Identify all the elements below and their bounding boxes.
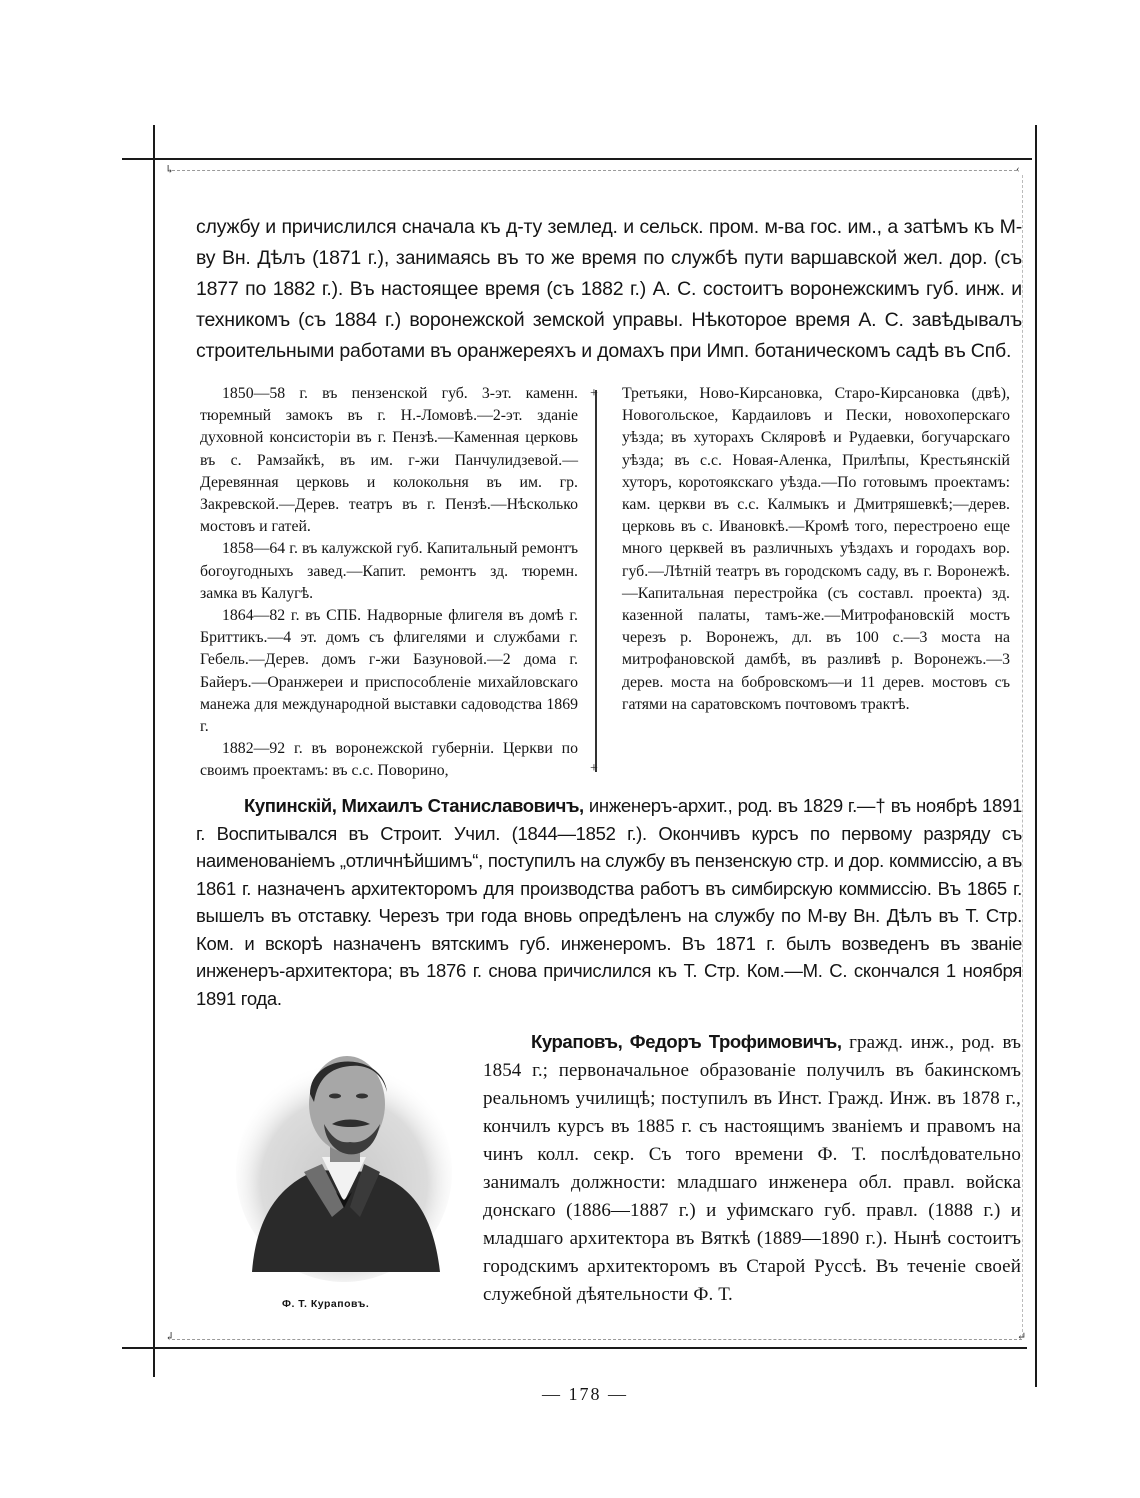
inner-bottom-border bbox=[172, 1339, 1022, 1340]
entry-text: инженеръ-архит., род. въ 1829 г.—† въ ноябрѣ 1891 г. Воспитывался въ Строит. Учил. (1844—1852 г.). Окончивъ курсъ по первому разряду съ наименованіемъ „отличнѣйшимъ“, поступилъ на службу въ пензенскую стр. и дор. коммиссію, а въ 1861 г. назначенъ архитекторомъ для производства работъ въ симбирскую коммиссію. Въ 1865 г. вышелъ въ отставку. Черезъ три года вновь опредѣленъ на службу по М-ву Вн. Дѣлъ въ Т. Стр. Ком. и вскорѣ назначенъ вятскимъ губ. инженеромъ. Въ 1871 г. былъ возведенъ въ званіе инженеръ-архитектора; въ 1876 г. снова причислился къ Т. Стр. Ком.—М. С. скончался 1 ноября 1891 года. bbox=[196, 795, 1022, 1009]
page-number: — 178 — bbox=[542, 1384, 628, 1404]
works-list-item: 1864—82 г. въ СПБ. Надворные флигеля въ домѣ г. Бриттикъ.—4 эт. домъ съ флигелями и службами г. Гебель.—Дерев. домъ г-жи Базуновой.—2 дома г. Байеръ.—Оранжереи и приспособленіе михайловскаго манежа для международной выставки садоводства 1869 г. bbox=[200, 607, 578, 736]
works-list-item: Третьяки, Ново-Кирсановка, Старо-Кирсановка (двѣ), Новогольское, Кардаиловъ и Пески, новохоперскаго уѣзда; въ хуторахъ Скляровѣ и Рудаевки, богучарскаго уѣзда; въ с.с. Новая-Аленка, Прилѣпы, Крестьянскій хуторъ, коротоякскаго уѣзда.—По готовымъ проектамъ: кам. церкви въ с.с. Калмыкъ и Дмитряшевкѣ;—дерев. церковь въ с. Ивановкѣ.—Кромѣ того, перестроено еще много церквей въ различныхъ уѣздахъ и городахъ вор. губ.—Лѣтній театръ въ городскомъ саду, въ г. Воронежѣ.—Капитальная перестройка (съ составл. проекта) зд. казенной палаты, тамъ-же.—Митрофановскій мостъ черезъ р. Воронежъ, дл. въ 100 с.—3 моста на митрофановской дамбѣ, въ разливѣ р. Воронежъ.—3 дерев. моста на бобровскомъ—и 11 дерев. мостовъ съ гатями на саратовскомъ почтовомъ трактѣ. bbox=[622, 385, 1010, 713]
works-list-left-column bbox=[200, 383, 578, 783]
inner-top-border bbox=[172, 170, 1017, 171]
frame-right-rule bbox=[1035, 125, 1037, 1387]
entry-name: Купинскій, Михаилъ Станиславовичъ, bbox=[244, 795, 584, 816]
divider-cross-icon: + bbox=[590, 386, 598, 401]
entry-name: Кураповъ, Федоръ Трофимовичъ, bbox=[531, 1031, 842, 1052]
works-list-item: 1850—58 г. въ пензенской губ. 3-эт. каменн. тюремный замокъ въ г. Н.-Ломовѣ.—2-эт. зданіе духовной консисторіи въ г. Пензѣ.—Каменная церковь въ с. Рамзайкѣ, въ им. г-жи Панчулидзевой.—Деревянная церковь и колокольня въ им. гр. Закревской.—Дерев. театръ въ г. Пензѣ.—Нѣсколько мостовъ и гатей. bbox=[200, 385, 578, 536]
portrait-image bbox=[232, 1032, 452, 1287]
corner-ornament-icon: ↳ bbox=[165, 164, 175, 176]
portrait-caption: Ф. Т. Кураповъ. bbox=[282, 1298, 370, 1310]
column-divider bbox=[595, 390, 597, 772]
frame-left-rule bbox=[153, 125, 155, 1377]
works-list-right-column bbox=[622, 383, 1010, 716]
frame-top-rule bbox=[122, 158, 1032, 160]
biography-entry bbox=[483, 1028, 1021, 1309]
entry-text: гражд. инж., род. въ 1854 г.; первоначальное образованіе получилъ въ бакинскомъ реальномъ училищѣ; поступилъ въ Инст. Гражд. Инж. въ 1878 г., кончилъ курсъ въ 1885 г. съ настоящимъ званіемъ и правомъ на чинъ колл. секр. Съ того времени Ф. Т. послѣдовательно занималъ должности: младшаго инженера обл. правл. войска донскаго (1886—1887 г.) и уфимскаго губ. правл. (1888 г.) и младшаго архитектора въ Вяткѣ (1889—1890 г.). Нынѣ состоитъ городскимъ архитекторомъ въ Старой Руссѣ. Въ теченіе своей служебной дѣятельности Ф. Т. bbox=[483, 1032, 1022, 1305]
inner-right-border bbox=[1022, 175, 1023, 1337]
corner-ornament-icon: ‹ bbox=[1016, 163, 1020, 175]
frame-bottom-rule bbox=[122, 1347, 1027, 1349]
continuation-paragraph: службу и причислился сначала къ д-ту землед. и сельск. пром. м-ва гос. им., а затѣмъ къ М-ву Вн. Дѣлъ (1871 г.), занимаясь въ то же время по службѣ пути варшавской жел. дор. (съ 1877 по 1882 г.). Въ настоящее время (съ 1882 г.) А. С. состоитъ воронежскимъ губ. инж. и техникомъ (съ 1884 г.) воронежской земской управы. Нѣкоторое время А. С. завѣдывалъ строительными работами въ оранжереяхъ и домахъ при Имп. ботаническомъ садѣ въ Спб. bbox=[196, 216, 1022, 362]
works-list-item: 1858—64 г. въ калужской губ. Капитальный ремонтъ богоугодныхъ завед.—Капит. ремонтъ зд. тюремн. замка въ Калугѣ. bbox=[200, 540, 578, 602]
biography-entry bbox=[196, 792, 1022, 1012]
corner-ornament-icon: ↵ bbox=[1017, 1331, 1027, 1343]
corner-ornament-icon: ↲ bbox=[165, 1331, 175, 1343]
portrait-engraving-icon bbox=[232, 1032, 452, 1287]
divider-cross-icon: + bbox=[590, 761, 598, 776]
works-list-item: 1882—92 г. въ воронежской губерніи. Церкви по своимъ проектамъ: въ с.с. Поворино, bbox=[200, 740, 578, 780]
